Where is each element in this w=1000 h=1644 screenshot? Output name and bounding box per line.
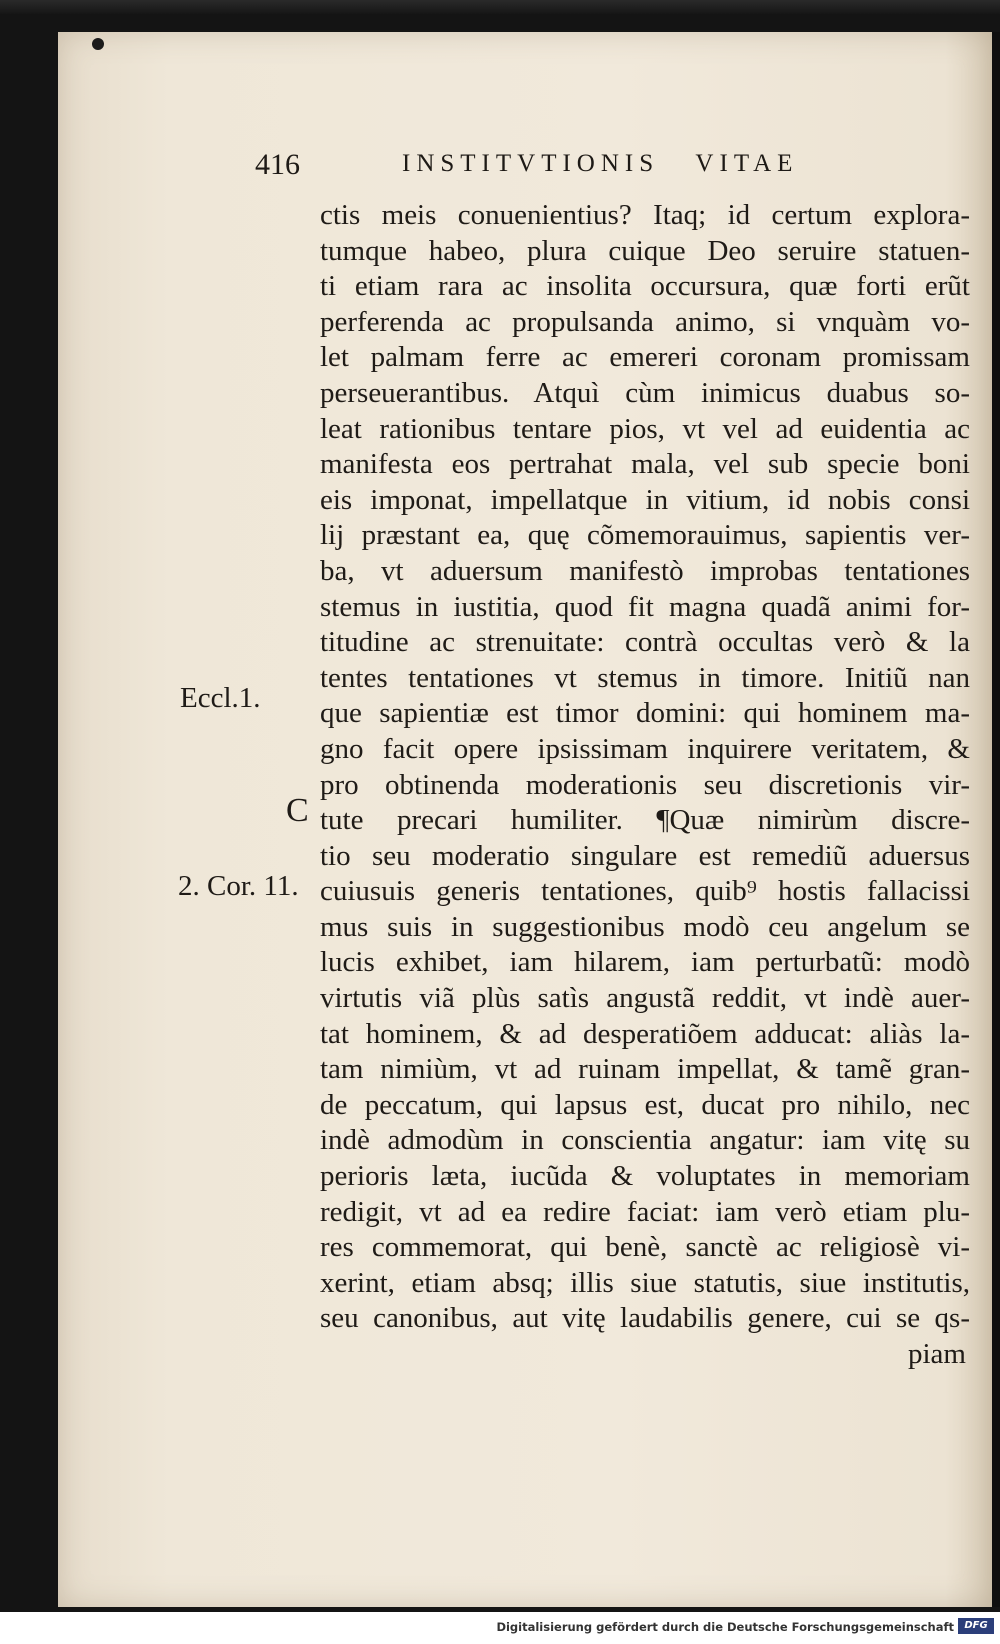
text-line: xerint, etiam absq; illis siue statutis, siue institutis, (320, 1266, 970, 1299)
text-line: tute precari humiliter. ¶Quæ nimirùm discre- (320, 804, 970, 837)
right-edge (992, 32, 1000, 1607)
dfg-logo: DFG (958, 1618, 994, 1634)
text-line: ba, vt aduersum manifestò improbas tentationes (320, 554, 970, 587)
text-line: res commemorat, qui benè, sanctè ac religiosè vi- (320, 1231, 970, 1264)
text-line: mus suis in suggestionibus modò ceu angelum se (320, 910, 970, 943)
page-number: 416 (255, 148, 300, 181)
text-line: perseuerantibus. Atquì cùm inimicus duabus so- (320, 376, 970, 409)
margin-note-eccl: Eccl.1. (180, 682, 261, 714)
footer-bar (0, 1612, 1000, 1644)
text-line: redigit, vt ad ea redire faciat: iam verò etiam plu- (320, 1195, 970, 1228)
text-line: lij præstant ea, quę cõmemorauimus, sapientis ver- (320, 519, 970, 552)
text-line: manifesta eos pertrahat mala, vel sub specie boni (320, 448, 970, 481)
text-line: perferenda ac propulsanda animo, si vnquàm vo- (320, 305, 970, 338)
text-line: tumque habeo, plura cuique Deo seruire statuen- (320, 234, 970, 267)
text-line: lucis exhibet, iam hilarem, iam perturbatũ: modò (320, 946, 970, 979)
text-line: seu canonibus, aut vitę laudabilis genere, cui se qs- (320, 1302, 970, 1335)
text-line: indè admodùm in conscientia angatur: iam vitę su (320, 1124, 970, 1157)
text-line: tio seu moderatio singulare est remediũ aduersus (320, 839, 970, 872)
text-line: de peccatum, qui lapsus est, ducat pro nihilo, nec (320, 1088, 970, 1121)
text-line: tam nimiùm, vt ad ruinam impellat, & tamẽ gran- (320, 1053, 970, 1086)
section-letter: C (286, 792, 309, 829)
text-line: tat hominem, & ad desperatiõem adducat: aliàs la- (320, 1017, 970, 1050)
text-line: eis imponat, impellatque in vitium, id nobis consi (320, 483, 970, 516)
text-line: virtutis viã plùs satìs angustã reddit, vt indè auer- (320, 982, 970, 1015)
text-line: gno facit opere ipsissimam inquirere veritatem, & (320, 732, 970, 765)
catchword: piam (908, 1338, 966, 1370)
text-line: perioris læta, iucũda & voluptates in memoriam (320, 1160, 970, 1193)
text-line: que sapientiæ est timor domini: qui hominem ma- (320, 697, 970, 730)
text-line: ti etiam rara ac insolita occursura, quæ forti erũt (320, 270, 970, 303)
text-line: ctis meis conuenientius? Itaq; id certum explora- (320, 199, 970, 231)
text-line: cuiusuis generis tentationes, quib⁹ hostis fallacissi (320, 875, 970, 908)
ink-dot-mark (92, 38, 104, 50)
text-line: leat rationibus tentare pios, vt vel ad euidentia ac (320, 412, 970, 445)
text-line: pro obtinenda moderationis seu discretionis vir- (320, 768, 970, 801)
top-edge (0, 0, 1000, 14)
text-line: stemus in iustitia, quod fit magna quadã animi for- (320, 590, 970, 623)
text-line: tentes tentationes vt stemus in timore. Initiũ nan (320, 661, 970, 694)
footer-credit: Digitalisierung gefördert durch die Deutsche Forschungsgemeinschaft (496, 1620, 954, 1634)
margin-note-cor: 2. Cor. 11. (178, 870, 299, 902)
text-line: titudine ac strenuitate: contrà occultas verò & la (320, 626, 970, 659)
main-text-block (320, 198, 970, 1373)
running-head: INSTITVTIONIS VITAE (402, 150, 799, 177)
text-line: let palmam ferre ac emereri coronam promissam (320, 341, 970, 374)
